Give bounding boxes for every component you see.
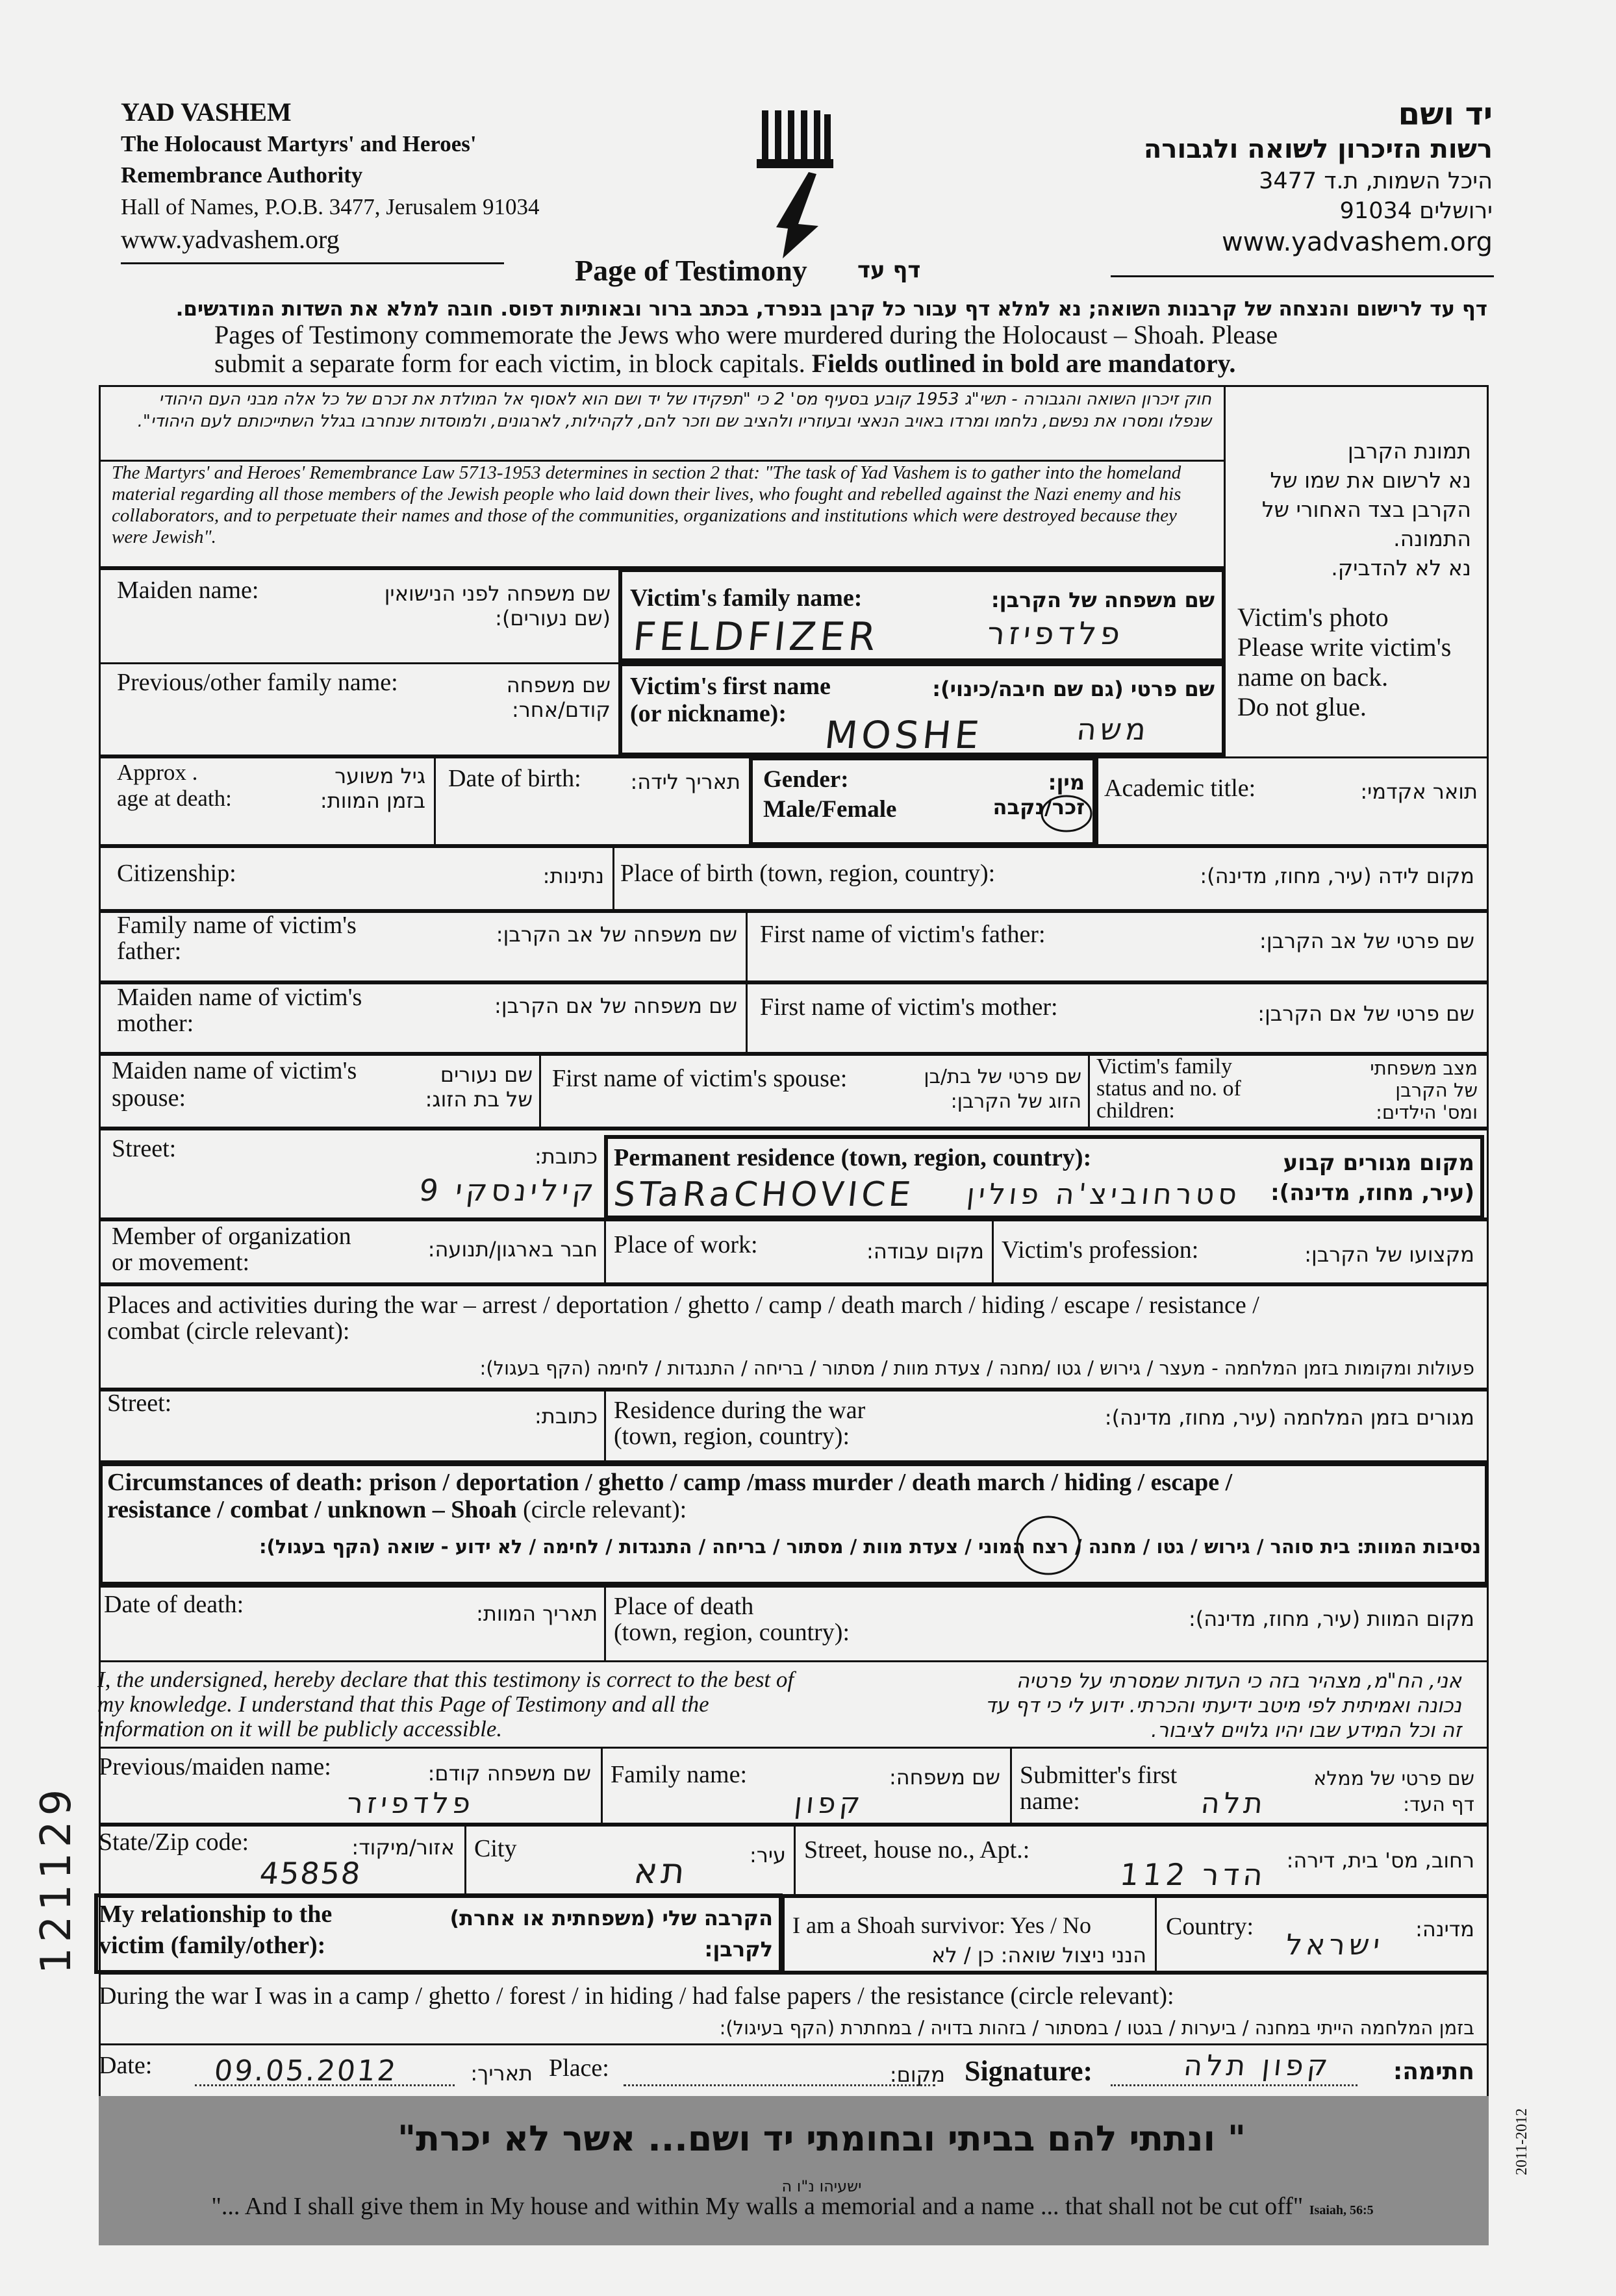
age-label-1: Approx . — [117, 760, 198, 785]
street-label-he: כתובת: — [535, 1144, 598, 1169]
father-first-name-label-he: שם פרטי של אב הקרבן: — [1259, 929, 1474, 953]
org-subtitle-en: The Holocaust Martyrs' and Heroes' — [121, 131, 477, 156]
divider-spouse-1 — [539, 1054, 541, 1129]
city-label: City — [474, 1835, 517, 1862]
academic-title-label-he: תואר אקדמי: — [1360, 779, 1478, 804]
names-row-divider — [99, 662, 618, 664]
signature-label-he: חתימה: — [1393, 2058, 1474, 2085]
submitter-first-name-label — [1020, 1762, 1177, 1814]
divider-age — [434, 756, 436, 846]
circumstances-1: Circumstances of death: prison / deportation / ghetto / camp /mass murder / death march / hiding / escape / — [107, 1469, 1233, 1496]
declaration-he-3: זה וכל המידע שבו יהיו גלויים לציבור. — [1151, 1719, 1461, 1742]
verse-en-ref: Isaiah, 56:5 — [1309, 2203, 1374, 2217]
footer-verse-he — [390, 2118, 1254, 2200]
spouse-first-he-2: הזוג של הקרבן: — [950, 1090, 1081, 1113]
website-he: www.yadvashem.org — [1221, 227, 1493, 257]
family-status-he-1: מצב משפחתי — [1370, 1057, 1478, 1079]
divider-rel-2 — [1155, 1896, 1157, 1973]
divider-work-1 — [604, 1219, 606, 1284]
submitter-first-name-value[interactable]: תלה — [1199, 1787, 1269, 1820]
victim-first-name-value[interactable]: MOSHE — [822, 713, 985, 757]
victim-family-name-value[interactable]: FELDFIZER — [631, 614, 882, 660]
submitter-first-he-2: דף העד: — [1403, 1793, 1474, 1816]
victim-family-name-label: Victim's family name: — [630, 584, 863, 612]
academic-title-label: Academic title: — [1104, 775, 1256, 802]
profession-label-he: מקצועו של הקרבן: — [1304, 1242, 1474, 1267]
address-he-1: היכל השמות, ת.ד 3477 — [1259, 168, 1493, 194]
form-title-en: Page of Testimony — [575, 254, 807, 287]
relationship-he-2: לקרבן: — [704, 1937, 773, 1962]
org-name-he: יד ושם — [1398, 96, 1493, 132]
place-of-death-label — [614, 1593, 850, 1645]
website-en: www.yadvashem.org — [121, 225, 340, 254]
photo-he-5: נא לא להדביק. — [1331, 555, 1471, 580]
date-of-death-label: Date of death: — [104, 1591, 244, 1618]
profession-label: Victim's profession: — [1002, 1236, 1199, 1264]
pod-1: Place of death — [614, 1593, 754, 1620]
declaration-en-1: I, the undersigned, hereby declare that this testimony is correct to the best of — [97, 1667, 794, 1692]
divider-death — [604, 1586, 606, 1662]
city-value[interactable]: תא — [632, 1851, 691, 1891]
zip-label-he: אזור/מיקוד: — [351, 1835, 455, 1860]
previous-family-name-label-he — [455, 673, 611, 722]
verse-en: "... And I shall give them in My house and within My walls a memorial and a name ... that shall not be cut off" — [211, 2193, 1304, 2220]
family-status-label-he — [1325, 1057, 1478, 1123]
photo-en-2: Please write victim's — [1237, 632, 1452, 662]
signature-value[interactable]: קפון תלה — [1181, 2049, 1333, 2082]
photo-en-4: Do not glue. — [1237, 692, 1367, 721]
first-name-label-2: (or nickname): — [630, 700, 787, 727]
city-label-he: עיר: — [749, 1843, 786, 1867]
family-status-2: status and no. of — [1096, 1077, 1241, 1101]
mandatory-note: Fields outlined in bold are mandatory. — [811, 349, 1236, 378]
intro-line-2: submit a separate form for each victim, in block capitals. — [214, 349, 805, 378]
spouse-first-name-label-he — [896, 1065, 1081, 1114]
gender-label-2: Male/Female — [763, 796, 897, 823]
divider-citizenship — [612, 846, 614, 911]
maiden-name-label: Maiden name: — [117, 577, 259, 604]
submitter-family-name-label-he: שם משפחה: — [889, 1765, 1000, 1790]
victim-family-name-value-he[interactable]: פלדפיזר — [985, 616, 1126, 652]
mother-maiden-label-1: Maiden name of victim's — [117, 984, 362, 1011]
submitter-prev-name-value[interactable]: פלדפיזר — [345, 1787, 476, 1820]
age-label — [117, 760, 232, 812]
photo-he-3: הקרבן בצד האחורי של — [1261, 497, 1471, 522]
circumstances-label-he: נסיבות המוות: בית סוהר / גירוש / גטו / מחנה / רצח המוני / צעדת מוות / מסתור / בריחה / התנגדות / לחימה / לא ידוע - שואה (הקף בעגול): — [259, 1536, 1481, 1558]
family-status-he-2: של הקרבן — [1395, 1079, 1478, 1101]
declaration-en-3: information on it will be publicly accessible. — [97, 1716, 503, 1741]
family-status-3: children: — [1096, 1099, 1175, 1123]
declaration-he-2: נכונה ואמיתית לפי מיטב ידיעתי והכרתי. ידוע לי כי דף עד — [985, 1694, 1461, 1717]
intro-english — [214, 321, 1481, 378]
mother-maiden-name-label-he: שם משפחה של אם הקרבן: — [494, 993, 737, 1018]
spouse-first-he-1: שם פרטי של בת/בן — [924, 1066, 1081, 1088]
spouse-maiden-name-label-he — [403, 1062, 533, 1112]
relationship-label — [99, 1899, 332, 1961]
during-war-label: During the war I was in a camp / ghetto / forest / in hiding / had false papers / the resistance (circle relevant): — [99, 1982, 1174, 2010]
header-rule-left — [121, 262, 504, 264]
declaration-en — [97, 1667, 909, 1741]
law-text-english: The Martyrs' and Heroes' Remembrance Law 5713-1953 determines in section 2 that: "The task of Yad Vashem is to gather into the homeland material regarding all those members of the Jewish people who laid down their lives, who fought and rebelled against the Nazi enemy and his collaborators, and to perpetuate their names and those of the communities, organizations and institutions which were destroyed because they were Jewish". — [112, 462, 1181, 547]
survivor-label-he: הנני ניצול שואה: כן / לא — [931, 1943, 1146, 1967]
submitter-street-label: Street, house no., Apt.: — [804, 1836, 1030, 1864]
victim-first-name-value-he[interactable]: משה — [1075, 712, 1152, 747]
zip-label: State/Zip code: — [99, 1828, 249, 1856]
relationship-2: victim (family/other): — [99, 1932, 326, 1959]
war-res-1: Residence during the war — [614, 1397, 866, 1424]
divider-work-2 — [992, 1219, 994, 1284]
place-of-work-label: Place of work: — [614, 1231, 758, 1258]
war-residence-label-he: מגורים בזמן המלחמה (עיר, מחוז, מדינה): — [1104, 1405, 1474, 1430]
residence-he-1: מקום מגורים קבוע — [1283, 1150, 1474, 1176]
victim-first-name-label — [630, 673, 831, 727]
submitter-first-he-1: שם פרטי של ממלא — [1313, 1767, 1474, 1790]
country-label-he: מדינה: — [1415, 1917, 1474, 1941]
street-label: Street: — [112, 1135, 177, 1162]
mother-first-name-label-he: שם פרטי של אם הקרבן: — [1257, 1001, 1474, 1026]
place-label: Place: — [549, 2054, 609, 2082]
member-label-he: חבר בארגון/תנועה: — [427, 1237, 598, 1262]
divider-gender — [1096, 756, 1098, 846]
father-family-label-2: father: — [117, 938, 182, 965]
war-places-label-he: פעולות ומקומות בזמן המלחמה - מעצר / גירוש / גטו /מחנה / צעדת מוות / מסתור / בריחה / התנגדות / לחימה (הקף בעגול): — [479, 1357, 1474, 1379]
header-rule-right — [1111, 275, 1494, 277]
country-value[interactable]: ישראל — [1284, 1928, 1385, 1962]
circumstances-3: (circle relevant): — [523, 1496, 687, 1523]
date-label-he: תאריך: — [470, 2061, 533, 2086]
place-of-birth-label: Place of birth (town, region, country): — [620, 860, 996, 887]
gender-label-1: Gender: — [763, 766, 849, 793]
circumstances-2: resistance / combat / unknown – Shoah — [107, 1496, 517, 1523]
gender-label — [763, 765, 896, 825]
war-residence-label — [614, 1397, 865, 1449]
law-divider — [99, 460, 1226, 462]
victim-family-name-label-he: שם משפחה של הקרבן: — [991, 588, 1215, 612]
war-street-label: Street: — [107, 1390, 172, 1417]
divider-rel-1 — [783, 1896, 785, 1973]
relationship-1: My relationship to the — [99, 1901, 333, 1928]
form-title-he: דף עד — [857, 257, 921, 283]
photo-instructions-en — [1237, 603, 1484, 722]
country-label: Country: — [1166, 1913, 1254, 1940]
org-name-en: YAD VASHEM — [121, 97, 292, 127]
mother-maiden-name-label — [117, 984, 362, 1036]
signature-label: Signature: — [965, 2055, 1093, 2087]
submitter-family-name-label: Family name: — [611, 1761, 748, 1788]
citizenship-label: Citizenship: — [117, 860, 236, 887]
divider-addr-2 — [794, 1825, 796, 1896]
place-of-work-label-he: מקום עבודה: — [866, 1239, 984, 1264]
age-label-he — [273, 764, 425, 813]
photo-he-2: נא לרשום את שמו של — [1270, 468, 1471, 493]
relationship-he-1: הקרבה שלי (משפחתית או אחרת) — [449, 1906, 773, 1930]
submitter-street-value[interactable]: הדר 112 — [1118, 1857, 1269, 1892]
survivor-label: I am a Shoah survivor: Yes / No — [792, 1912, 1091, 1938]
address-en: Hall of Names, P.O.B. 3477, Jerusalem 91034 — [121, 194, 540, 219]
spouse-maiden-he-1: שם נעורים — [440, 1062, 533, 1087]
war-places-2: combat (circle relevant): — [107, 1317, 350, 1345]
father-first-name-label: First name of victim's father: — [760, 921, 1046, 948]
citizenship-label-he: נתינות: — [542, 864, 604, 888]
gender-he-1: מין: — [1048, 770, 1085, 795]
form-code: 2011-2012 — [1513, 2108, 1530, 2175]
family-status-he-3: ומס' הילדים: — [1376, 1101, 1478, 1123]
permanent-residence-value-he[interactable]: סטרחוביצ'ה פולין — [965, 1178, 1243, 1211]
circumstances-label — [107, 1469, 1478, 1523]
family-status-1: Victim's family — [1096, 1054, 1232, 1079]
divider-war-residence — [604, 1390, 606, 1462]
war-places-label — [107, 1292, 1478, 1344]
intro-line-1: Pages of Testimony commemorate the Jews who were murdered during the Holocaust – Shoah. Please — [214, 320, 1278, 349]
member-label — [112, 1223, 351, 1275]
photo-en-3: name on back. — [1237, 662, 1389, 692]
spouse-maiden-he-2: של בת הזוג: — [425, 1087, 533, 1112]
submitter-first-2: name: — [1020, 1788, 1080, 1815]
member-label-2: or movement: — [112, 1249, 250, 1276]
mother-maiden-label-2: mother: — [117, 1010, 194, 1037]
date-label: Date: — [99, 2052, 153, 2079]
spouse-first-name-label: First name of victim's spouse: — [552, 1065, 848, 1092]
gender-male-circle-icon — [1039, 793, 1094, 834]
photo-en-1: Victim's photo — [1237, 603, 1389, 632]
declaration-he — [955, 1669, 1461, 1743]
war-places-1: Places and activities during the war – arrest / deportation / ghetto / camp / death march / hiding / escape / resistance / — [107, 1292, 1259, 1319]
father-family-label-1: Family name of victim's — [117, 912, 357, 939]
prev-family-he-1: שם משפחה — [506, 673, 611, 697]
divider-sub-2 — [1010, 1747, 1012, 1825]
photo-instructions-he — [1241, 436, 1471, 582]
mother-first-name-label: First name of victim's mother: — [760, 993, 1058, 1021]
place-of-death-label-he: מקום המוות (עיר, מחוז, מדינה): — [1188, 1606, 1474, 1631]
war-res-2: (town, region, country): — [614, 1423, 850, 1450]
date-of-death-label-he: תאריך המוות: — [476, 1601, 598, 1626]
street-value[interactable]: קילינסקי 9 — [417, 1173, 600, 1208]
photo-he-4: התמונה. — [1393, 526, 1471, 551]
during-war-label-he: בזמן המלחמה הייתי במחנה / ביערות / בגטו / במסתור / בזהות בדויה / במחתרת (הקף בעיגול): — [719, 2017, 1474, 2039]
photo-he-1: תמונת הקרבן — [1347, 438, 1471, 464]
member-label-1: Member of organization — [112, 1223, 351, 1250]
submitter-family-name-value[interactable]: קפון — [792, 1787, 866, 1820]
submitter-first-1: Submitter's first — [1020, 1762, 1178, 1789]
address-he-2: ירושלים 91034 — [1339, 198, 1493, 224]
relationship-label-he — [403, 1903, 773, 1965]
verse-he-ref: ישעיהו נ"ו ה — [781, 2177, 862, 2195]
war-street-label-he: כתובת: — [535, 1404, 598, 1429]
org-subtitle-en-2: Remembrance Authority — [121, 162, 363, 188]
maiden-name-label-he: שם משפחה לפני הנישואין (שם נעורים): — [384, 581, 611, 630]
intro-hebrew: דף עד לרישום והנצחה של קרבנות השואה; נא למלא דף עבור כל קרבן בנפרד, בכתב ברור ובאותיות דפוס. חובה למלא את השדות המודגשים. — [175, 297, 1487, 321]
victim-first-name-label-he: שם פרטי (גם שם חיבה/כינוי): — [932, 677, 1215, 701]
divider-addr-1 — [464, 1825, 466, 1896]
spouse-maiden-label-1: Maiden name of victim's — [112, 1057, 357, 1084]
divider-spouse-2 — [1088, 1054, 1090, 1129]
declaration-en-2: my knowledge. I understand that this Page of Testimony and all the — [97, 1691, 709, 1717]
date-of-birth-label-he: תאריך לידה: — [630, 769, 740, 794]
date-of-birth-label: Date of birth: — [448, 765, 581, 792]
place-of-birth-label-he: מקום לידה (עיר, מחוז, מדינה): — [1200, 864, 1474, 888]
permanent-residence-label: Permanent residence (town, region, country): — [614, 1144, 1092, 1171]
place-label-he: מקום: — [889, 2062, 945, 2087]
age-he-2: בזמן המוות: — [320, 788, 425, 813]
submitter-prev-name-label: Previous/maiden name: — [99, 1753, 331, 1780]
spouse-maiden-label-2: spouse: — [112, 1084, 186, 1112]
footer-verse-en — [117, 2192, 1468, 2221]
age-label-2: age at death: — [117, 786, 232, 811]
permanent-residence-label-he — [1247, 1148, 1474, 1208]
zip-value[interactable]: 45858 — [258, 1856, 364, 1891]
father-family-name-label-he: שם משפחה של אב הקרבן: — [496, 922, 737, 947]
submitter-street-label-he: רחוב, מס' בית, דירה: — [1286, 1848, 1474, 1873]
submitter-prev-name-label-he: שם משפחה קודם: — [427, 1761, 591, 1786]
signature-line — [1111, 2084, 1357, 2086]
margin-number: 121129 — [32, 1784, 81, 1974]
pod-2: (town, region, country): — [614, 1619, 850, 1646]
gender-he-2: זכר/נקבה — [992, 795, 1085, 819]
previous-family-name-label: Previous/other family name: — [117, 669, 398, 696]
father-family-name-label — [117, 912, 357, 964]
yad-vashem-logo-icon — [757, 110, 835, 260]
permanent-residence-value[interactable]: STaRaCHOVICE — [611, 1175, 916, 1214]
prev-family-he-2: קודם/אחר: — [511, 697, 611, 722]
verse-he: " ונתתי להם בביתי ובחומתי יד ושם... אשר לא יכרת" — [398, 2118, 1246, 2159]
submitter-first-name-label-he — [1286, 1766, 1474, 1818]
spouse-maiden-name-label — [112, 1057, 357, 1112]
residence-he-2: (עיר, מחוז, מדינה): — [1270, 1180, 1474, 1206]
first-name-label-1: Victim's first name — [630, 673, 831, 700]
camp-circle-icon — [1013, 1513, 1083, 1578]
law-text-hebrew: חוק זיכרון השואה והגבורה - תשי"ג 1953 קובע בסעיף מס' 2 כי "תפקידו של יד ושם הוא לאסוף אל המולדת את זכרם של כל אלה מבני העם היהודי שנפלו ומסרו את נפשם, נלחמו ומרדו באויב הנאצי ובעוזריו ולהציב שם וזכר להם, לקהילות, לארגונים, ולמוסדות שנחרבו בגלל השתייכותם לעם היהודי". — [137, 390, 1211, 431]
declaration-he-1: אני, הח"מ, מצהיר בזה כי העדות שמסרתי על פרטיה — [1016, 1669, 1461, 1693]
org-subtitle-he: רשות הזיכרון לשואה ולגבורה — [1143, 134, 1493, 164]
header-hebrew — [999, 96, 1493, 258]
family-status-label — [1096, 1056, 1241, 1122]
header-english — [121, 96, 614, 256]
date-value[interactable]: 09.05.2012 — [212, 2054, 399, 2088]
age-he-1: גיל משוער — [335, 764, 425, 788]
divider-sub-1 — [601, 1747, 603, 1825]
